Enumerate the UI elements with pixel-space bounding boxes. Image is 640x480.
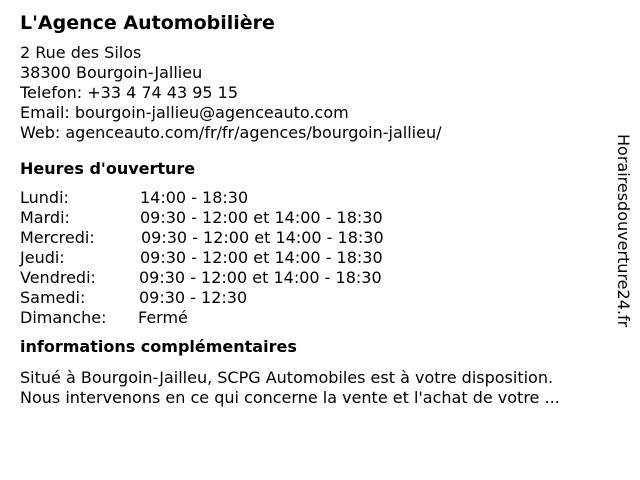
- day-hours: Fermé: [138, 308, 188, 327]
- day-label: Vendredi:: [20, 268, 96, 287]
- business-name: L'Agence Automobilière: [20, 12, 275, 34]
- day-hours: 09:30 - 12:00 et 14:00 - 18:30: [139, 268, 382, 287]
- day-hours: 09:30 - 12:00 et 14:00 - 18:30: [140, 248, 383, 267]
- hours-table: [20, 188, 610, 328]
- day-hours: 09:30 - 12:30: [139, 288, 248, 307]
- info-heading: informations complémentaires: [20, 337, 297, 356]
- day-hours: 09:30 - 12:00 et 14:00 - 18:30: [141, 228, 384, 247]
- day-hours: 14:00 - 18:30: [140, 188, 249, 207]
- hours-row-lundi: [20, 188, 610, 208]
- hours-row-vendredi: [20, 268, 610, 288]
- day-label: Mercredi:: [20, 228, 95, 247]
- info-line-2: Nous intervenons en ce qui concerne la vente et l'achat de votre ...: [20, 388, 560, 407]
- info-text: [20, 368, 610, 408]
- email-line[interactable]: Email: bourgoin-jallieu@agenceauto.com: [20, 103, 349, 122]
- day-hours: 09:30 - 12:00 et 14:00 - 18:30: [140, 208, 383, 227]
- watermark-brand: Horairesdouverture24.fr: [614, 134, 633, 328]
- day-label: Mardi:: [20, 208, 70, 227]
- hours-row-samedi: [20, 288, 610, 308]
- hours-row-mercredi: [20, 228, 610, 248]
- day-label: Lundi:: [20, 188, 69, 207]
- business-card: [20, 10, 610, 408]
- street-address: 2 Rue des Silos: [20, 43, 142, 62]
- phone-line[interactable]: Telefon: +33 4 74 43 95 15: [20, 83, 239, 102]
- day-label: Dimanche:: [20, 308, 107, 327]
- contact-block: [20, 43, 610, 143]
- city-line: 38300 Bourgoin-Jallieu: [20, 63, 203, 82]
- website-line[interactable]: Web: agenceauto.com/fr/fr/agences/bourgoin-jallieu/: [20, 123, 442, 142]
- hours-row-dimanche: [20, 308, 610, 328]
- day-label: Jeudi:: [20, 248, 65, 267]
- hours-row-jeudi: [20, 248, 610, 268]
- info-line-1: Situé à Bourgoin-Jailleu, SCPG Automobiles est à votre disposition.: [20, 368, 554, 387]
- hours-row-mardi: [20, 208, 610, 228]
- hours-heading: Heures d'ouverture: [20, 159, 196, 178]
- day-label: Samedi:: [20, 288, 86, 307]
